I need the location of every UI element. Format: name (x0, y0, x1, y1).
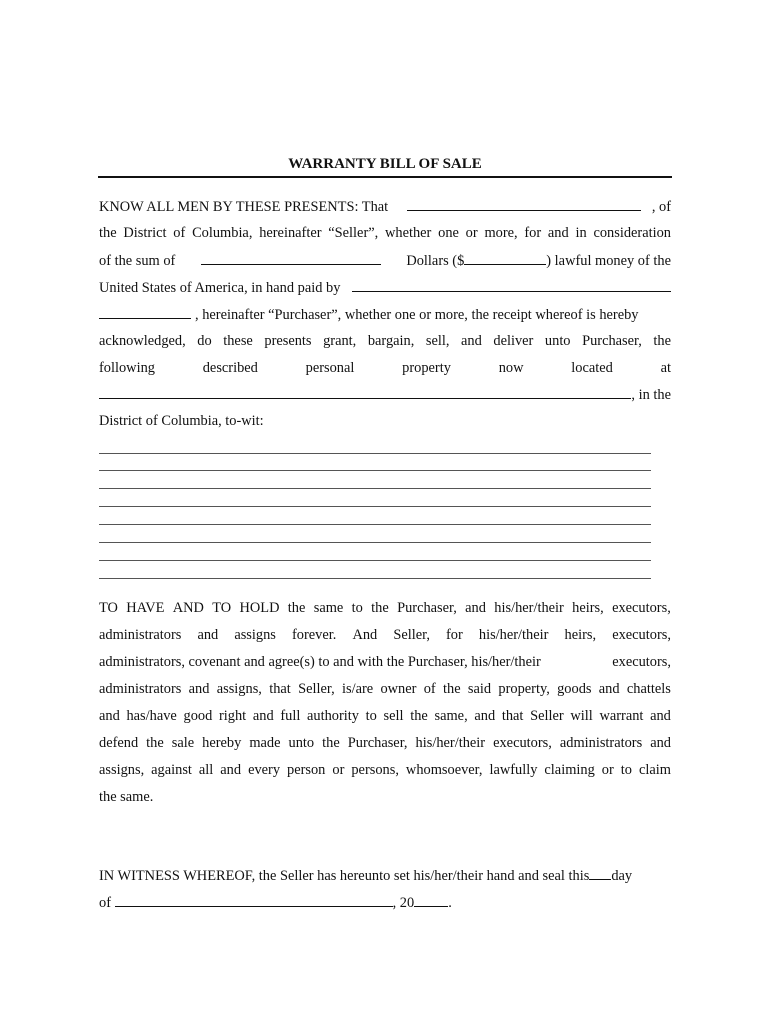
word: and (252, 708, 274, 724)
property-description-line[interactable] (99, 524, 651, 525)
word: and (461, 333, 482, 349)
word: Purchaser, (397, 600, 457, 616)
intro-of: , of (651, 199, 671, 215)
word: these (223, 333, 253, 349)
word: Columbia, (192, 225, 253, 241)
intro-line-9 (99, 412, 671, 430)
word: and (598, 681, 620, 697)
period: . (448, 895, 452, 911)
intro-line-7 (99, 359, 671, 377)
word: the (99, 225, 117, 241)
word: And (352, 627, 378, 643)
word: or (601, 762, 614, 778)
word: following (99, 360, 155, 376)
habendum-line-8 (99, 788, 671, 806)
word: bargain, (367, 333, 415, 349)
paid-by-label: United States of America, in hand paid by (99, 280, 341, 296)
year-prefix: , 20 (392, 895, 415, 911)
word: one (438, 225, 459, 241)
word: heirs, (572, 600, 604, 616)
intro-line-2 (99, 224, 671, 242)
word: and (547, 225, 569, 241)
habendum-line-1 (99, 599, 671, 617)
habendum-line-3 (99, 653, 671, 671)
word: and (650, 735, 671, 751)
word: or (465, 225, 478, 241)
word: same (313, 600, 344, 616)
word: described (202, 360, 258, 376)
word: property, (498, 681, 550, 697)
word: or (332, 762, 345, 778)
habendum-line-4 (99, 680, 671, 698)
in-the-label: , in the (631, 387, 671, 403)
word: administrators (559, 735, 643, 751)
word: TO (212, 600, 232, 616)
word: District (123, 225, 167, 241)
word: is/are (341, 681, 374, 697)
word: executors, (612, 600, 671, 616)
word: the (371, 600, 389, 616)
word: now (498, 360, 524, 376)
word: will (570, 708, 593, 724)
witness-line-1 (99, 866, 679, 885)
habendum-line-5 (99, 707, 671, 725)
word: for (446, 627, 463, 643)
word: Purchaser, (582, 333, 642, 349)
word: executors, (493, 735, 552, 751)
day-label: day (611, 868, 633, 884)
month-blank[interactable] (115, 893, 393, 907)
word: in (575, 225, 587, 241)
word: claiming (544, 762, 595, 778)
word: the (287, 600, 306, 616)
property-description-line[interactable] (99, 488, 651, 489)
word: to (351, 600, 363, 616)
to-wit-label: District of Columbia, to-wit: (99, 413, 264, 429)
word: goods (557, 681, 592, 697)
word: of (173, 225, 186, 241)
word: defend (99, 735, 139, 751)
word: made (249, 735, 281, 751)
word: personal (305, 360, 355, 376)
year-blank[interactable] (414, 893, 448, 907)
word: heirs, (564, 627, 597, 643)
word: sell, (425, 333, 450, 349)
word: claim (638, 762, 671, 778)
word: “Seller”, (328, 225, 379, 241)
word: HAVE (126, 600, 165, 616)
word: presents (264, 333, 312, 349)
word: assigns, (99, 762, 145, 778)
sum-words-blank[interactable] (201, 251, 381, 265)
property-description-line[interactable] (99, 578, 651, 579)
seller-name-blank[interactable] (407, 197, 641, 211)
habendum-line-6 (99, 734, 671, 752)
word: persons, (351, 762, 399, 778)
word: said (467, 681, 492, 697)
intro-line-1 (99, 197, 671, 216)
habendum-covenant: administrators, covenant and agree(s) to and with the Purchaser, his/her/their (99, 654, 541, 670)
word: his/her/their (478, 627, 549, 643)
witness-clause: IN WITNESS WHEREOF, the Seller has hereunto set his/her/their hand and seal this (99, 868, 590, 884)
word: has/have (126, 708, 177, 724)
word: good (183, 708, 213, 724)
word: to (365, 708, 377, 724)
word: owner (380, 681, 417, 697)
word: the (653, 333, 671, 349)
witness-line-2 (99, 893, 671, 912)
word: full (280, 708, 301, 724)
word: and (650, 708, 671, 724)
word: all (198, 762, 214, 778)
sum-amount-blank[interactable] (464, 251, 546, 265)
purchaser-clause: , hereinafter “Purchaser”, whether one or more, the receipt whereof is hereby (195, 307, 639, 323)
word: Seller, (298, 681, 335, 697)
word: that (501, 708, 524, 724)
word: right (218, 708, 247, 724)
property-description-line[interactable] (99, 560, 651, 561)
intro-line-3 (99, 251, 671, 270)
word: acknowledged, (99, 333, 186, 349)
property-description-line[interactable] (99, 470, 651, 471)
word: and (197, 627, 219, 643)
word: administrators (99, 681, 182, 697)
word: administrators (99, 627, 182, 643)
intro-line-4 (99, 278, 671, 297)
word: Purchaser, (347, 735, 408, 751)
word: unto (544, 333, 571, 349)
habendum-line-7 (99, 761, 671, 779)
habendum-executors: executors, (612, 654, 671, 670)
word: and (474, 708, 496, 724)
word: consideration (593, 225, 671, 241)
word: more, (484, 225, 518, 241)
word: Seller (530, 708, 564, 724)
day-blank[interactable] (589, 866, 611, 880)
title-underline (98, 176, 672, 178)
word: unto (288, 735, 315, 751)
habendum-line-2 (99, 626, 671, 644)
word: hereinafter (259, 225, 322, 241)
word: his/her/their (415, 735, 486, 751)
word: deliver (493, 333, 534, 349)
dollars-group (406, 251, 671, 270)
document-title: WARRANTY BILL OF SALE (288, 156, 482, 172)
word: the (146, 735, 164, 751)
property-description-line[interactable] (99, 542, 651, 543)
word: person (287, 762, 326, 778)
word: and (465, 600, 486, 616)
word: the (322, 735, 340, 751)
word: chattels (626, 681, 671, 697)
word: and (99, 708, 120, 724)
word: sale (171, 735, 195, 751)
purchaser-name-blank[interactable] (352, 278, 671, 292)
word: same, (434, 708, 468, 724)
purchaser-name-blank-cont[interactable] (99, 305, 191, 319)
word: do (197, 333, 212, 349)
word: assigns, (216, 681, 262, 697)
word: located (571, 360, 613, 376)
word: against (151, 762, 192, 778)
word: sell (383, 708, 404, 724)
property-description-line[interactable] (99, 506, 651, 507)
word: warrant (599, 708, 644, 724)
word: executors, (612, 627, 671, 643)
intro-line-6 (99, 332, 671, 350)
word: whether (385, 225, 432, 241)
word: and (220, 762, 242, 778)
location-blank[interactable] (99, 385, 631, 399)
word: whomsoever, (405, 762, 483, 778)
word: assigns (234, 627, 276, 643)
word: authority (307, 708, 359, 724)
of-label: of (99, 895, 111, 911)
word: HOLD (239, 600, 280, 616)
word: of (423, 681, 436, 697)
intro-line-8 (99, 385, 671, 404)
word: to (620, 762, 632, 778)
word: his/her/their (494, 600, 564, 616)
word: property (402, 360, 451, 376)
property-description-line[interactable] (99, 453, 651, 454)
intro-know-all-men: KNOW ALL MEN BY THESE PRESENTS: That (99, 199, 389, 215)
word: the (443, 681, 461, 697)
word: and (188, 681, 210, 697)
word: hereby (202, 735, 242, 751)
lawful-money-label: ) lawful money of the (546, 253, 671, 269)
word: Seller, (393, 627, 430, 643)
word: lawfully (489, 762, 538, 778)
word: forever. (291, 627, 337, 643)
word: AND (172, 600, 204, 616)
habendum-the-same: the same. (99, 789, 154, 805)
word: every (248, 762, 281, 778)
word: grant, (323, 333, 357, 349)
word: the (410, 708, 428, 724)
word: that (269, 681, 291, 697)
word: TO (99, 600, 118, 616)
dollars-label: Dollars ($ (406, 253, 465, 269)
word: at (660, 360, 671, 376)
intro-line-5 (99, 305, 671, 324)
word: for (524, 225, 542, 241)
sum-of-label: of the sum of (99, 253, 176, 269)
